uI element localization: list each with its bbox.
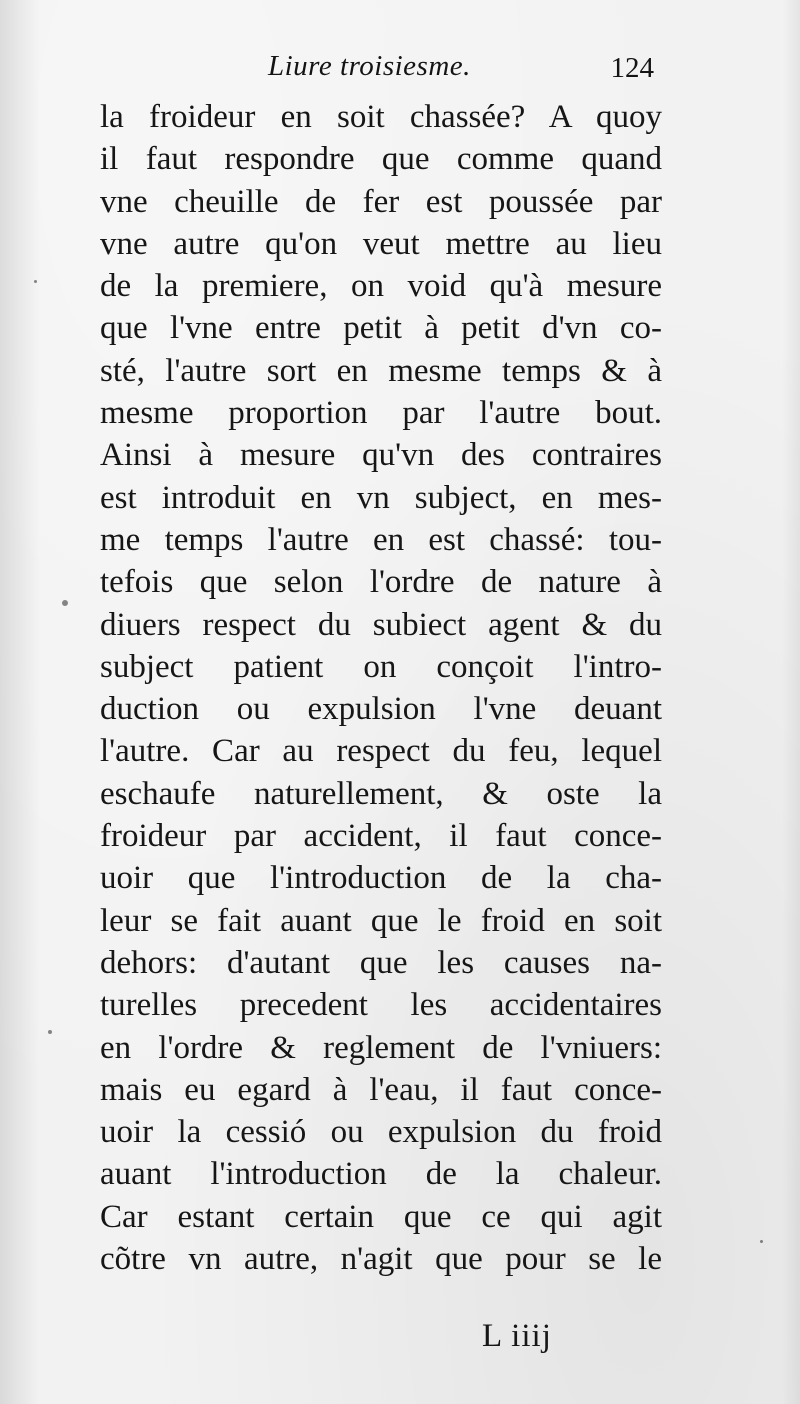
text-line: eschaufe naturellement, & oste la	[100, 775, 662, 812]
text-line: est introduit en vn subject, en mes-	[100, 479, 662, 516]
text-line: vne autre qu'on veut mettre au lieu	[100, 225, 662, 262]
text-line: uoir la cessió ou expulsion du froid	[100, 1114, 662, 1151]
text-line: la froideur en soit chassée? A quoy	[100, 99, 662, 135]
text-line: auant l'introduction de la chaleur.	[100, 1156, 662, 1193]
text-line: leur se fait auant que le froid en soit	[100, 902, 662, 939]
signature-mark: L iiij	[482, 1318, 552, 1354]
text-line: cõtre vn autre, n'agit que pour se le	[100, 1241, 662, 1278]
spine-shadow	[0, 0, 40, 1404]
text-line: dehors: d'autant que les causes na-	[100, 944, 662, 981]
text-line: uoir que l'introduction de la cha-	[100, 860, 662, 897]
paper-speck	[48, 1030, 52, 1034]
text-line: diuers respect du subiect agent & du	[100, 606, 662, 643]
page-number: 124	[610, 52, 654, 84]
text-line: froideur par accident, il faut conce-	[100, 818, 662, 855]
text-line: mesme proportion par l'autre bout.	[100, 395, 662, 432]
paper-speck	[62, 600, 68, 606]
text-line: l'autre. Car au respect du feu, lequel	[100, 733, 662, 770]
text-line: Ainsi à mesure qu'vn des contraires	[100, 437, 662, 474]
text-line: Car estant certain que ce qui agit	[100, 1198, 662, 1235]
text-line: en l'ordre & reglement de l'vniuers:	[100, 1029, 662, 1066]
page-edge	[782, 0, 800, 1404]
paper-speck	[760, 1240, 763, 1243]
running-title: Liure troisiesme.	[268, 50, 471, 82]
body-text	[100, 96, 662, 1280]
text-line: subject patient on conçoit l'intro-	[100, 648, 662, 685]
text-line: de la premiere, on void qu'à mesure	[100, 268, 662, 305]
page-header	[100, 50, 660, 90]
text-line: tefois que selon l'ordre de nature à	[100, 564, 662, 601]
paper-speck	[34, 280, 37, 283]
text-line: vne cheuille de fer est poussée par	[100, 183, 662, 220]
text-line: mais eu egard à l'eau, il faut conce-	[100, 1071, 662, 1108]
text-line: turelles precedent les accidentaires	[100, 987, 662, 1024]
text-line: il faut respondre que comme quand	[100, 141, 662, 178]
text-line: sté, l'autre sort en mesme temps & à	[100, 352, 662, 389]
text-line: que l'vne entre petit à petit d'vn co-	[100, 310, 662, 347]
text-line: me temps l'autre en est chassé: tou-	[100, 521, 662, 558]
text-line: duction ou expulsion l'vne deuant	[100, 691, 662, 728]
